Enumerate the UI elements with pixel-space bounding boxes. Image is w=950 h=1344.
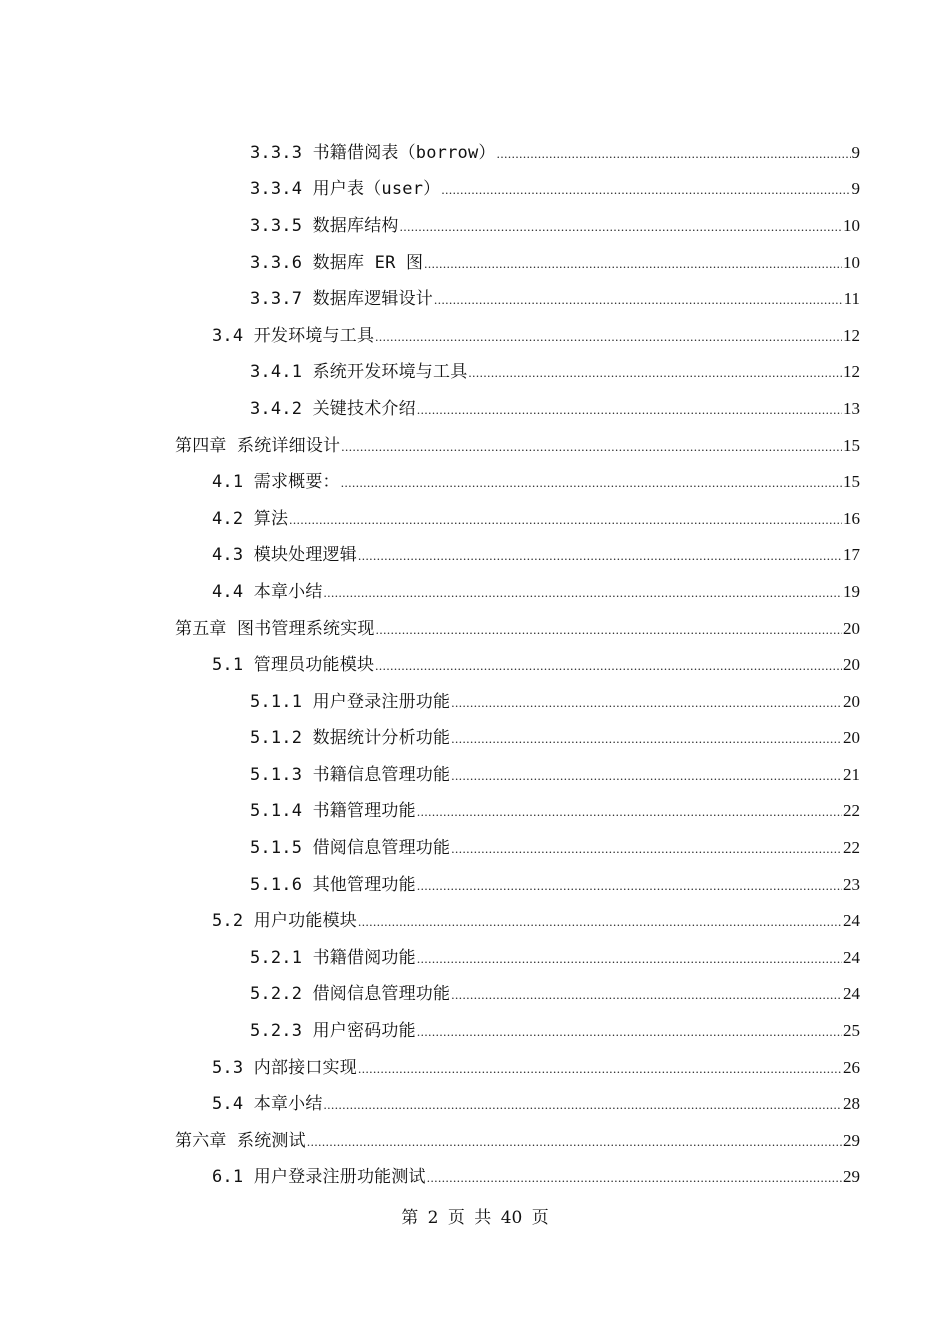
toc-entry-title: 5.1.6 其他管理功能 bbox=[250, 874, 416, 895]
toc-entry[interactable] bbox=[0, 827, 950, 864]
toc-entry[interactable] bbox=[0, 1157, 950, 1194]
toc-entry-title: 4.3 模块处理逻辑 bbox=[212, 545, 357, 566]
toc-entry[interactable] bbox=[0, 1010, 950, 1047]
toc-entry-title: 5.1 管理员功能模块 bbox=[212, 655, 375, 676]
toc-entry[interactable] bbox=[0, 937, 950, 974]
toc-entry-page-number: 15 bbox=[843, 472, 860, 492]
toc-entry-title: 5.2.1 书籍借阅功能 bbox=[250, 947, 416, 968]
toc-entry-title: 5.1.4 书籍管理功能 bbox=[250, 801, 416, 822]
toc-dot-leader bbox=[424, 256, 842, 272]
toc-entry-line bbox=[250, 833, 860, 858]
toc-entry-page-number: 10 bbox=[843, 252, 860, 272]
toc-entry[interactable] bbox=[0, 425, 950, 462]
toc-entry-page-number: 23 bbox=[843, 874, 860, 894]
toc-entry[interactable] bbox=[0, 1120, 950, 1157]
toc-entry-title: 4.2 算法 bbox=[212, 508, 289, 529]
toc-entry[interactable] bbox=[0, 864, 950, 901]
toc-entry-line bbox=[250, 394, 860, 419]
toc-dot-leader bbox=[427, 1170, 842, 1186]
toc-entry-page-number: 9 bbox=[851, 179, 860, 199]
toc-entry[interactable] bbox=[0, 315, 950, 352]
toc-dot-leader bbox=[358, 548, 842, 564]
toc-entry-page-number: 29 bbox=[843, 1130, 860, 1150]
toc-entry-line bbox=[212, 577, 860, 602]
toc-entry-line bbox=[250, 138, 860, 163]
toc-entry-page-number: 9 bbox=[851, 142, 860, 162]
toc-entry-page-number: 19 bbox=[843, 581, 860, 601]
toc-dot-leader bbox=[358, 914, 842, 930]
toc-dot-leader bbox=[497, 146, 851, 162]
toc-entry-line bbox=[212, 650, 860, 675]
toc-entry-line bbox=[250, 357, 860, 382]
toc-entry[interactable] bbox=[0, 242, 950, 279]
toc-entry-title: 3.3.7 数据库逻辑设计 bbox=[250, 289, 434, 310]
toc-dot-leader bbox=[341, 439, 842, 455]
toc-entry-page-number: 13 bbox=[843, 398, 860, 418]
toc-entry[interactable] bbox=[0, 498, 950, 535]
toc-entry[interactable] bbox=[0, 388, 950, 425]
toc-entry-page-number: 12 bbox=[843, 362, 860, 382]
toc-entry-page-number: 25 bbox=[843, 1021, 860, 1041]
toc-entry[interactable] bbox=[0, 754, 950, 791]
toc-dot-leader bbox=[417, 1024, 842, 1040]
toc-entry-title: 3.3.4 用户表（user） bbox=[250, 179, 441, 200]
toc-entry-title: 5.1.3 书籍信息管理功能 bbox=[250, 764, 451, 785]
toc-entry-page-number: 24 bbox=[843, 911, 860, 931]
toc-entry-title: 3.4.1 系统开发环境与工具 bbox=[250, 362, 468, 383]
toc-entry-title: 5.2.3 用户密码功能 bbox=[250, 1021, 416, 1042]
toc-entry-title: 5.4 本章小结 bbox=[212, 1094, 323, 1115]
toc-entry-line bbox=[212, 540, 860, 565]
toc-entry[interactable] bbox=[0, 718, 950, 755]
toc-entry-page-number: 29 bbox=[843, 1167, 860, 1187]
toc-entry-page-number: 20 bbox=[843, 655, 860, 675]
toc-dot-leader bbox=[375, 329, 842, 345]
toc-entry-page-number: 16 bbox=[843, 508, 860, 528]
toc-entry-title: 4.4 本章小结 bbox=[212, 581, 323, 602]
toc-entry[interactable] bbox=[0, 132, 950, 169]
toc-dot-leader bbox=[307, 1134, 842, 1150]
toc-entry-page-number: 15 bbox=[843, 435, 860, 455]
toc-dot-leader bbox=[451, 768, 842, 784]
toc-dot-leader bbox=[417, 951, 842, 967]
toc-entry-line bbox=[250, 796, 860, 821]
toc-entry-title: 3.3.5 数据库结构 bbox=[250, 215, 399, 236]
toc-entry-page-number: 17 bbox=[843, 545, 860, 565]
toc-entry-title: 4.1 需求概要： bbox=[212, 472, 340, 493]
toc-entry-line bbox=[212, 321, 860, 346]
toc-entry-line bbox=[250, 211, 860, 236]
toc-entry-title: 第六章 系统测试 bbox=[175, 1130, 306, 1151]
toc-entry-title: 3.4.2 关键技术介绍 bbox=[250, 398, 416, 419]
toc-entry[interactable] bbox=[0, 205, 950, 242]
toc-entry-page-number: 28 bbox=[843, 1094, 860, 1114]
toc-entry-line bbox=[250, 870, 860, 895]
toc-entry-page-number: 24 bbox=[843, 947, 860, 967]
toc-dot-leader bbox=[468, 365, 842, 381]
toc-entry-line bbox=[175, 614, 860, 639]
toc-dot-leader bbox=[441, 182, 850, 198]
toc-entry-page-number: 12 bbox=[843, 325, 860, 345]
toc-entry[interactable] bbox=[0, 644, 950, 681]
toc-entry-page-number: 10 bbox=[843, 215, 860, 235]
toc-entry-line bbox=[250, 1016, 860, 1041]
toc-dot-leader bbox=[400, 219, 842, 235]
toc-entry[interactable] bbox=[0, 608, 950, 645]
toc-entry[interactable] bbox=[0, 461, 950, 498]
toc-entry-line bbox=[250, 979, 860, 1004]
page-footer: 第 2 页 共 40 页 bbox=[401, 1208, 549, 1228]
toc-dot-leader bbox=[451, 731, 842, 747]
toc-dot-leader bbox=[434, 292, 843, 308]
toc-entry-page-number: 26 bbox=[843, 1057, 860, 1077]
toc-entry-page-number: 20 bbox=[843, 728, 860, 748]
toc-entry-page-number: 20 bbox=[843, 618, 860, 638]
toc-dot-leader bbox=[451, 695, 842, 711]
toc-dot-leader bbox=[417, 804, 842, 820]
toc-dot-leader bbox=[289, 512, 842, 528]
toc-entry-title: 5.2 用户功能模块 bbox=[212, 911, 357, 932]
toc-entry-page-number: 22 bbox=[843, 801, 860, 821]
toc-entry-title: 3.4 开发环境与工具 bbox=[212, 325, 375, 346]
toc-entry-title: 第四章 系统详细设计 bbox=[175, 435, 341, 456]
toc-entry[interactable] bbox=[0, 169, 950, 206]
toc-entry-page-number: 11 bbox=[843, 289, 860, 309]
toc-dot-leader bbox=[451, 841, 842, 857]
toc-entry[interactable] bbox=[0, 681, 950, 718]
table-of-contents bbox=[0, 132, 950, 1193]
toc-entry-line bbox=[250, 760, 860, 785]
toc-entry-line bbox=[175, 1126, 860, 1151]
toc-entry[interactable] bbox=[0, 571, 950, 608]
toc-entry-line bbox=[212, 1089, 860, 1114]
toc-entry-page-number: 21 bbox=[843, 764, 860, 784]
toc-dot-leader bbox=[417, 878, 842, 894]
toc-entry-title: 第五章 图书管理系统实现 bbox=[175, 618, 375, 639]
toc-entry-title: 3.3.3 书籍借阅表（borrow） bbox=[250, 142, 496, 163]
toc-entry-line bbox=[212, 1053, 860, 1078]
toc-dot-leader bbox=[417, 402, 842, 418]
toc-entry-page-number: 20 bbox=[843, 691, 860, 711]
toc-dot-leader bbox=[358, 1061, 842, 1077]
toc-entry-line bbox=[250, 943, 860, 968]
toc-entry[interactable] bbox=[0, 352, 950, 389]
toc-entry-line bbox=[212, 906, 860, 931]
toc-entry-line bbox=[250, 687, 860, 712]
toc-entry[interactable] bbox=[0, 1047, 950, 1084]
toc-entry-title: 5.1.5 借阅信息管理功能 bbox=[250, 838, 451, 859]
toc-entry-line bbox=[212, 467, 860, 492]
toc-entry-page-number: 24 bbox=[843, 984, 860, 1004]
toc-entry-title: 3.3.6 数据库 ER 图 bbox=[250, 252, 424, 273]
toc-entry[interactable] bbox=[0, 535, 950, 572]
toc-entry-line bbox=[250, 284, 860, 309]
toc-entry-line bbox=[175, 431, 860, 456]
toc-entry-title: 5.1.2 数据统计分析功能 bbox=[250, 728, 451, 749]
toc-entry[interactable] bbox=[0, 900, 950, 937]
toc-entry-title: 5.2.2 借阅信息管理功能 bbox=[250, 984, 451, 1005]
toc-entry-line bbox=[212, 504, 860, 529]
toc-entry[interactable] bbox=[0, 278, 950, 315]
toc-entry-line bbox=[212, 1162, 860, 1187]
toc-entry[interactable] bbox=[0, 974, 950, 1011]
toc-dot-leader bbox=[324, 1097, 842, 1113]
toc-dot-leader bbox=[324, 585, 842, 601]
toc-dot-leader bbox=[341, 475, 842, 491]
toc-dot-leader bbox=[451, 987, 842, 1003]
toc-entry[interactable] bbox=[0, 791, 950, 828]
toc-entry-line bbox=[250, 174, 860, 199]
toc-entry-page-number: 22 bbox=[843, 838, 860, 858]
toc-dot-leader bbox=[376, 622, 842, 638]
toc-entry[interactable] bbox=[0, 1083, 950, 1120]
toc-dot-leader bbox=[375, 658, 842, 674]
toc-entry-title: 6.1 用户登录注册功能测试 bbox=[212, 1167, 426, 1188]
toc-entry-title: 5.3 内部接口实现 bbox=[212, 1057, 357, 1078]
toc-entry-title: 5.1.1 用户登录注册功能 bbox=[250, 691, 451, 712]
toc-entry-line bbox=[250, 248, 860, 273]
toc-entry-line bbox=[250, 723, 860, 748]
